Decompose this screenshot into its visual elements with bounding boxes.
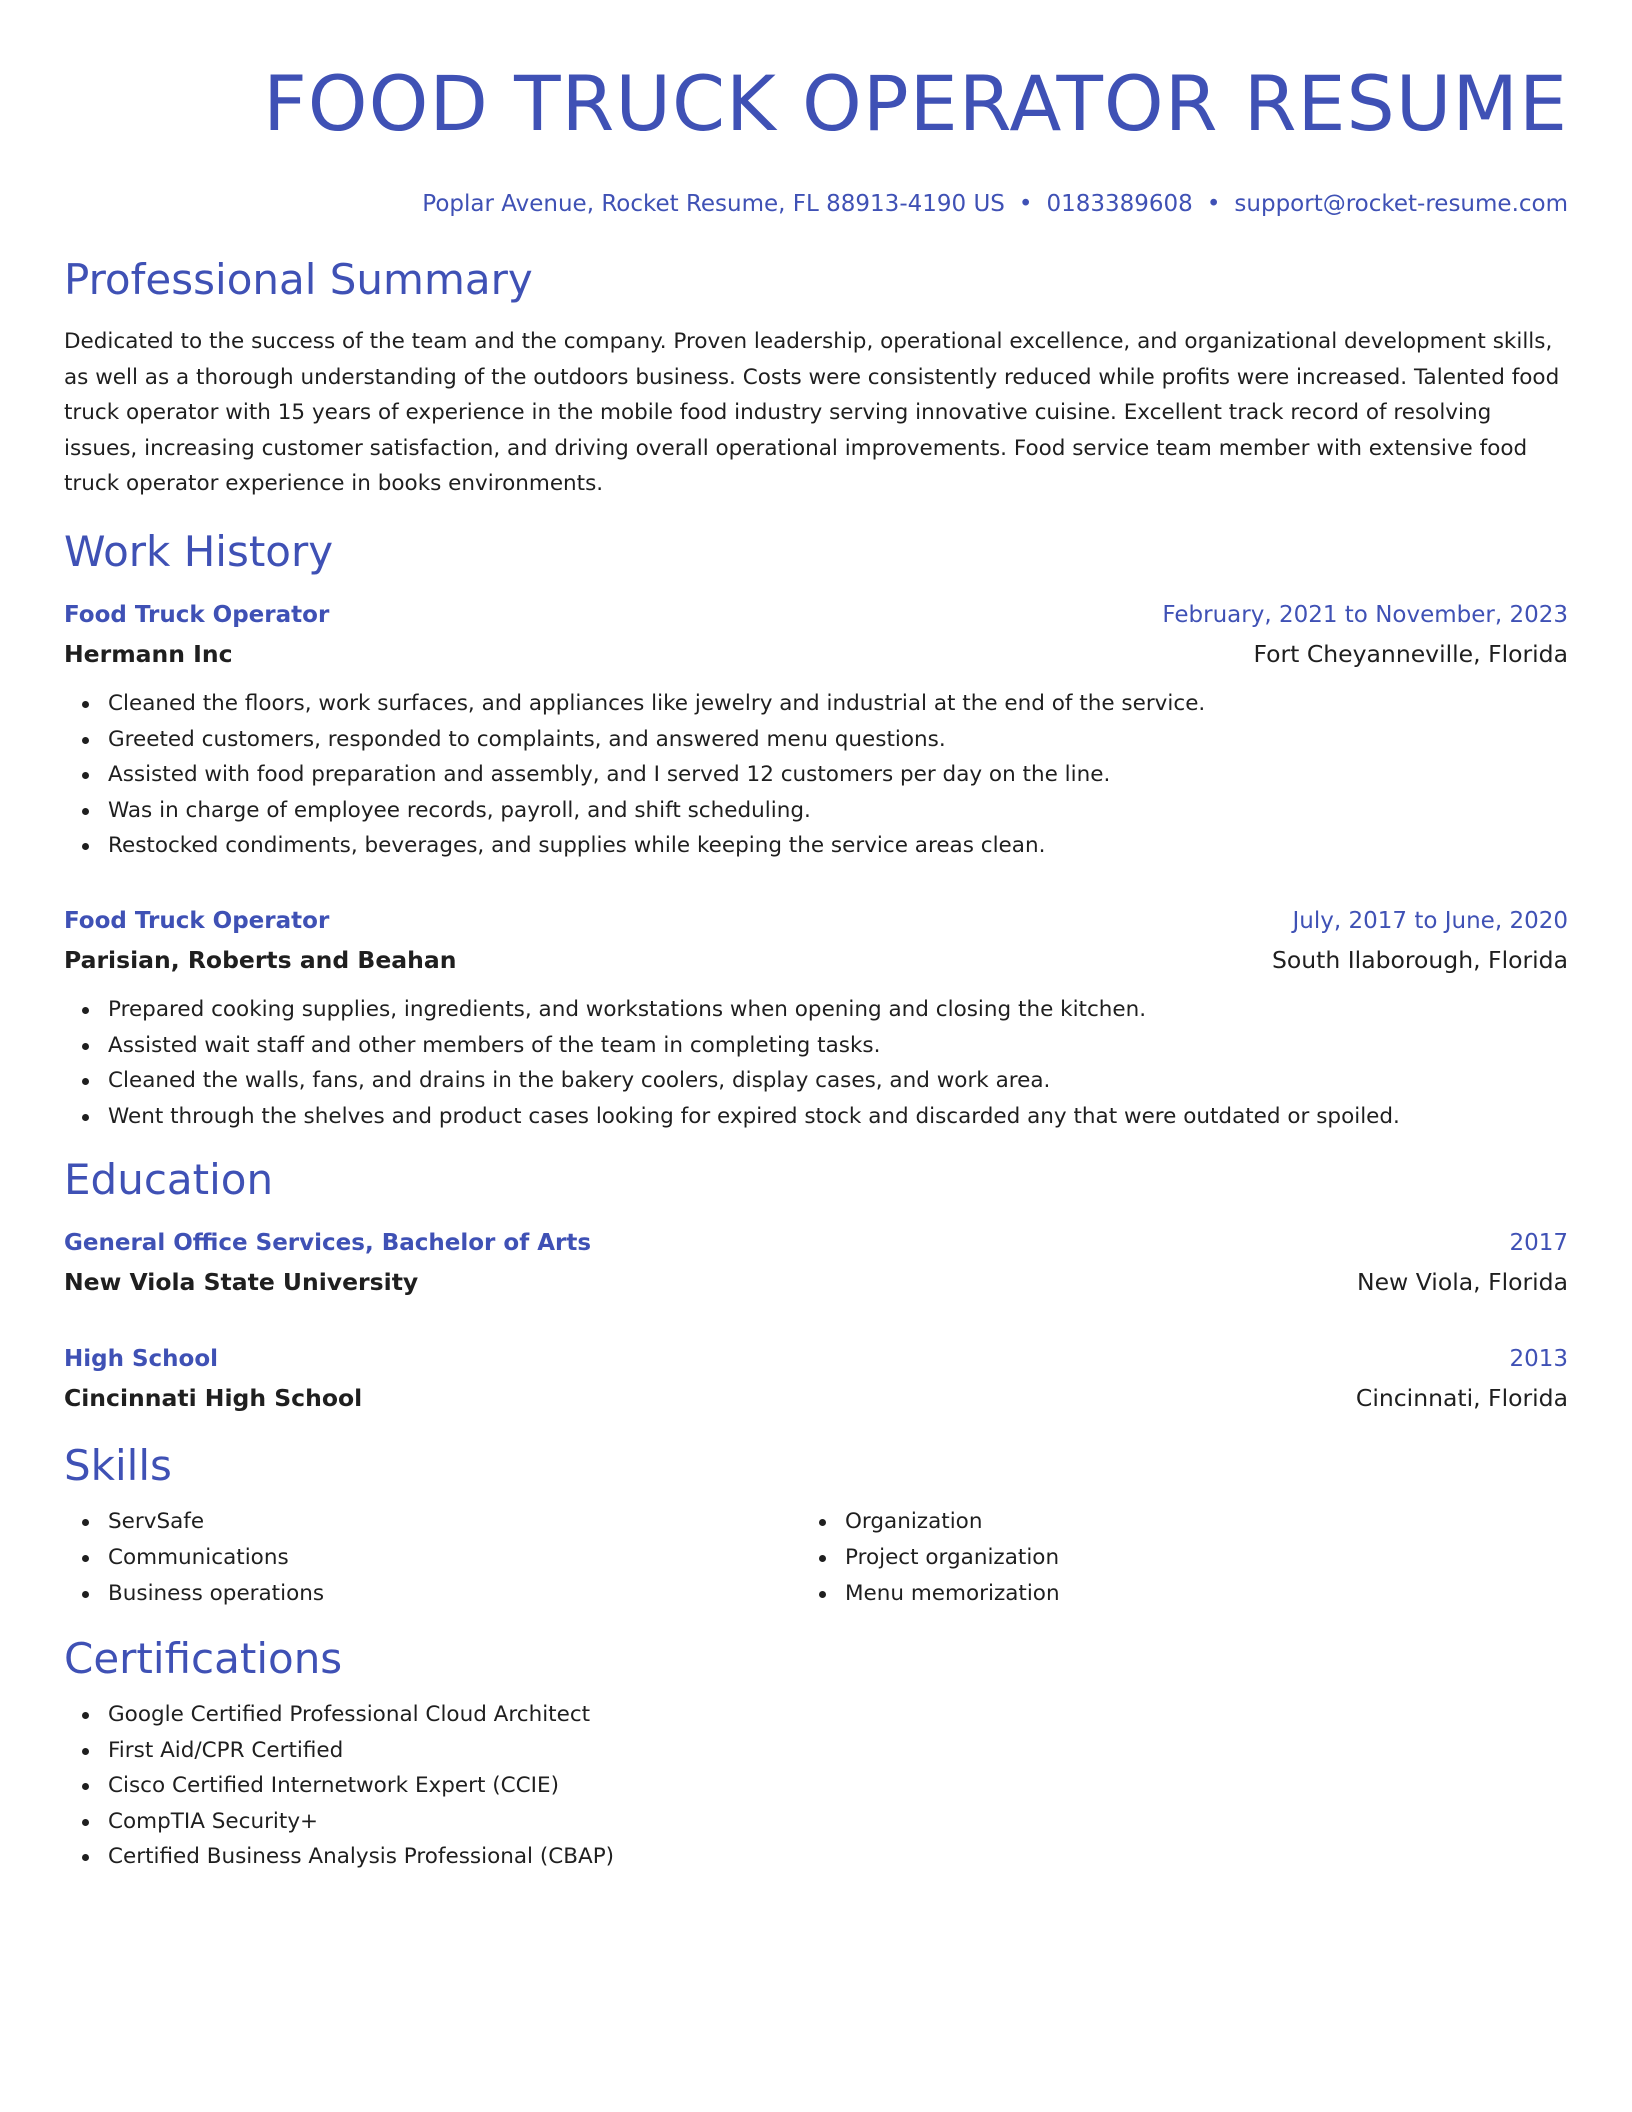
job-bullet: Cleaned the floors, work surfaces, and appliances like jewelry and industrial at the end of the service.: [108, 686, 1568, 722]
job-company-row: [64, 634, 1568, 674]
education-year: 2013: [1509, 1346, 1568, 1373]
contact-address: Poplar Avenue, Rocket Resume, FL 88913-4190 US: [422, 191, 1005, 217]
education-degree: High School: [64, 1346, 219, 1373]
section-title-skills: Skills: [64, 1441, 172, 1491]
resume-header: [64, 56, 1568, 220]
education-location: Cincinnati, Florida: [1355, 1384, 1568, 1413]
education-degree: General Office Services, Bachelor of Arts: [64, 1230, 592, 1257]
skill-item: Communications: [108, 1540, 801, 1576]
job-bullet: Prepared cooking supplies, ingredients, and workstations when opening and closing the kitchen.: [108, 992, 1568, 1028]
skill-item: Organization: [845, 1504, 1060, 1540]
skills-list-right: [801, 1504, 1060, 1611]
contact-separator: •: [1206, 191, 1221, 217]
job-dates: July, 2017 to June, 2020: [1292, 907, 1568, 934]
job-location: Fort Cheyanneville, Florida: [1253, 639, 1568, 668]
section-title-summary: Professional Summary: [64, 255, 533, 304]
job-header-row: [64, 596, 1568, 634]
education-section: [64, 1154, 1568, 1418]
skills-list-left: [64, 1504, 801, 1611]
job-bullet: Greeted customers, responded to complaints, and answered menu questions.: [108, 722, 1568, 758]
education-year: 2017: [1509, 1230, 1568, 1257]
certifications-section: [64, 1633, 1568, 1875]
education-location: New Viola, Florida: [1357, 1268, 1568, 1297]
skill-item: Project organization: [845, 1540, 1060, 1576]
section-title-education: Education: [64, 1155, 274, 1205]
section-title-certifications: Certifications: [64, 1634, 343, 1684]
job-bullets: [64, 992, 1568, 1134]
education-school-row: [64, 1262, 1568, 1302]
contact-email[interactable]: support@rocket-resume.com: [1234, 191, 1568, 217]
skill-item: Business operations: [108, 1576, 801, 1612]
section-title-work-history: Work History: [64, 526, 334, 576]
job-dates: February, 2021 to November, 2023: [1162, 601, 1568, 628]
certification-item: CompTIA Security+: [108, 1804, 1568, 1840]
certification-item: Cisco Certified Internetwork Expert (CCIE): [108, 1768, 1568, 1804]
education-school: New Viola State University: [64, 1268, 419, 1297]
job-bullet: Assisted wait staff and other members of the team in completing tasks.: [108, 1028, 1568, 1064]
education-header-row: [64, 1340, 1568, 1378]
contact-phone: 0183389608: [1046, 191, 1193, 217]
job-bullet: Restocked condiments, beverages, and supplies while keeping the service areas clean.: [108, 828, 1568, 864]
job-header-row: [64, 902, 1568, 940]
summary-text: Dedicated to the success of the team and the company. Proven leadership, operational excellence, and organizational development skills, as well as a thorough understanding of the outdoors business. Costs were consistently reduced while profits were increased. Talented food truck operator with 15 years of experience in the mobile food industry serving innovative cuisine. Excellent track record of resolving issues, increasing customer satisfaction, and driving overall operational improvements. Food service team member with extensive food truck operator experience in books environments.: [64, 329, 1560, 497]
job-company-row: [64, 940, 1568, 980]
skills-section: [64, 1440, 1568, 1611]
education-header-row: [64, 1224, 1568, 1262]
job-entry: [64, 902, 1568, 1134]
job-role: Food Truck Operator: [64, 601, 330, 628]
resume-title: FOOD TRUCK OPERATOR RESUME: [263, 59, 1568, 148]
job-bullet: Went through the shelves and product cases looking for expired stock and discarded any that were outdated or spoiled.: [108, 1099, 1568, 1135]
education-school-row: [64, 1378, 1568, 1418]
job-entry: [64, 596, 1568, 864]
job-bullet: Assisted with food preparation and assembly, and I served 12 customers per day on the line.: [108, 757, 1568, 793]
education-school: Cincinnati High School: [64, 1384, 363, 1413]
certification-item: Google Certified Professional Cloud Architect: [108, 1697, 1568, 1733]
skill-item: Menu memorization: [845, 1576, 1060, 1612]
skills-columns: [64, 1504, 1568, 1611]
job-company: Hermann Inc: [64, 639, 233, 668]
job-bullets: [64, 686, 1568, 864]
job-location: South Ilaborough, Florida: [1271, 945, 1568, 974]
job-bullet: Was in charge of employee records, payroll, and shift scheduling.: [108, 793, 1568, 829]
summary-section: [64, 254, 1568, 502]
education-entry: [64, 1340, 1568, 1418]
certifications-list: [64, 1697, 1568, 1875]
contact-line: [64, 188, 1568, 220]
certification-item: Certified Business Analysis Professional (CBAP): [108, 1839, 1568, 1875]
job-bullet: Cleaned the walls, fans, and drains in the bakery coolers, display cases, and work area.: [108, 1063, 1568, 1099]
education-entry: [64, 1224, 1568, 1302]
job-role: Food Truck Operator: [64, 907, 330, 934]
skill-item: ServSafe: [108, 1504, 801, 1540]
contact-separator: •: [1018, 191, 1033, 217]
certification-item: First Aid/CPR Certified: [108, 1733, 1568, 1769]
job-company: Parisian, Roberts and Beahan: [64, 945, 457, 974]
work-history-section: [64, 526, 1568, 1134]
